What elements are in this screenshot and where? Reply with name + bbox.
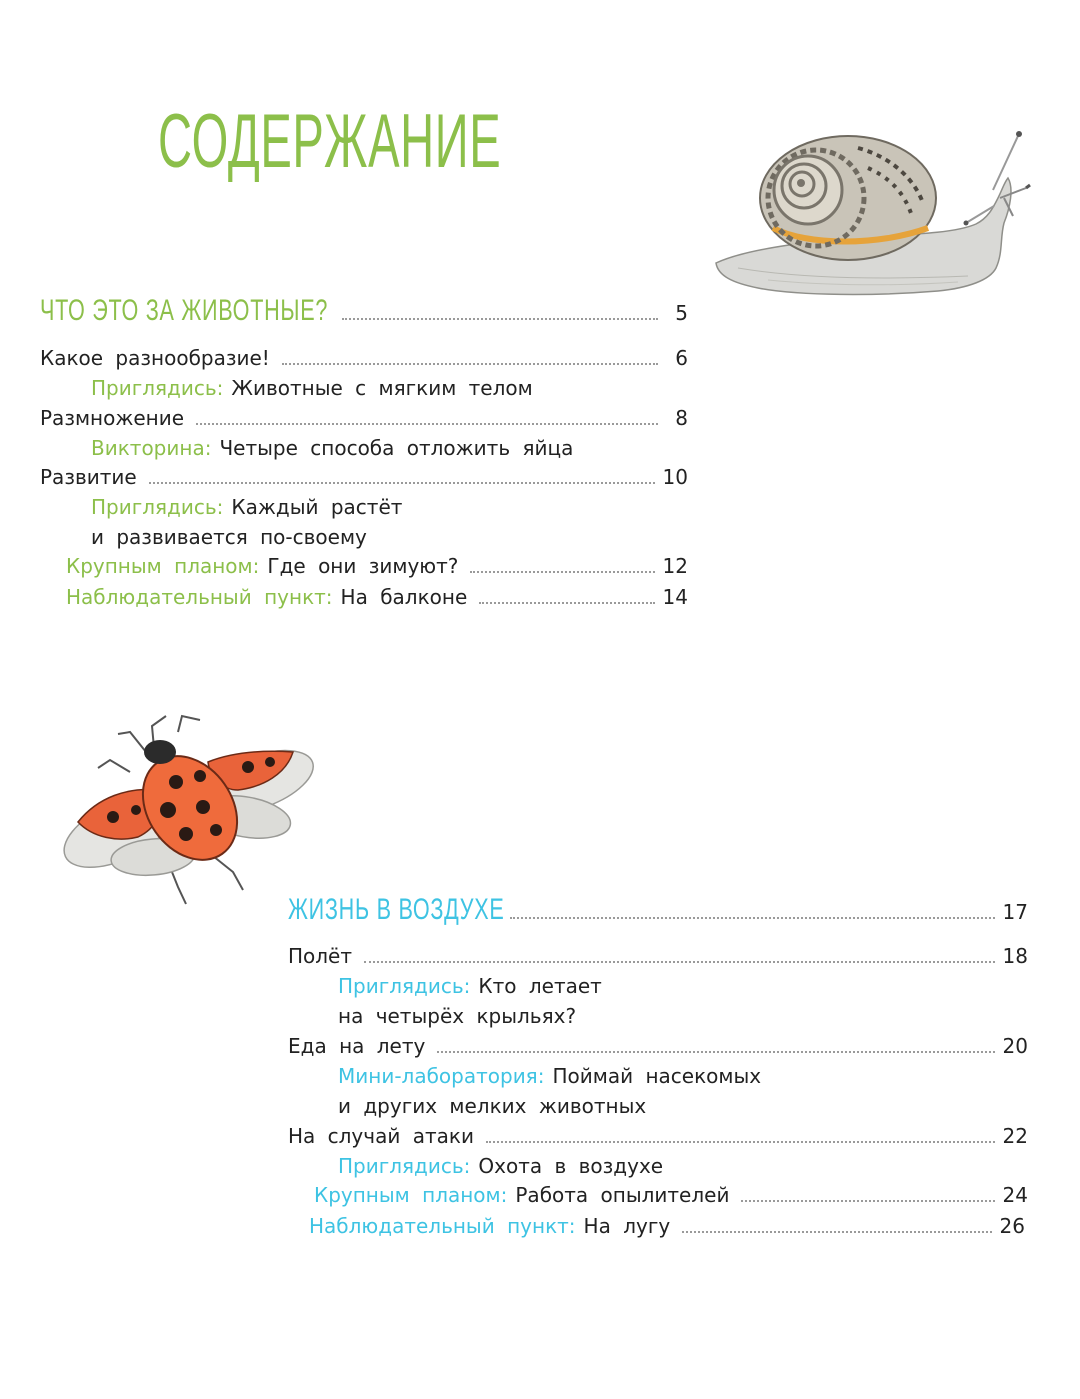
page-number: 12	[662, 554, 688, 578]
entry-label: Наблюдательный пункт:	[309, 1214, 576, 1238]
entry-title: Размножение	[40, 406, 185, 430]
entry-label: Приглядись:	[91, 495, 224, 519]
page-number: 5	[675, 301, 688, 325]
page-number: 18	[1002, 944, 1028, 968]
dot-leader	[682, 1231, 991, 1233]
toc-subentry-continuation	[91, 522, 367, 552]
entry-title: На случай атаки	[288, 1124, 474, 1148]
entry-title: Поймай насекомых	[552, 1064, 762, 1088]
entry-title: Развитие	[40, 465, 137, 489]
toc-entry[interactable]	[288, 941, 1028, 971]
toc-entry[interactable]	[40, 343, 688, 373]
toc-entry[interactable]	[66, 551, 688, 581]
entry-title: На балконе	[340, 585, 468, 609]
page-number: 8	[675, 406, 688, 430]
dot-leader	[342, 318, 658, 320]
page-number: 24	[1002, 1183, 1028, 1207]
entry-title: Полёт	[288, 944, 353, 968]
entry-title: Четыре способа отложить яйца	[219, 436, 574, 460]
section-heading[interactable]	[40, 296, 688, 326]
toc-subentry[interactable]	[91, 433, 573, 463]
firebug-illustration	[58, 712, 318, 912]
entry-label: Приглядись:	[91, 376, 224, 400]
page-title: СОДЕРЖАНИЕ	[158, 99, 502, 184]
section-heading-text: ЖИЗНЬ В ВОЗДУХЕ	[288, 893, 505, 926]
entry-title: Кто летает	[478, 974, 602, 998]
entry-title-line2: на четырёх крыльях?	[338, 1004, 577, 1028]
section-heading[interactable]	[288, 895, 1028, 925]
dot-leader	[741, 1200, 994, 1202]
toc-entry[interactable]	[288, 1031, 1028, 1061]
toc-subentry-continuation	[338, 1091, 646, 1121]
entry-title-line2: и развивается по-своему	[91, 525, 367, 549]
page-number: 20	[1002, 1034, 1028, 1058]
dot-leader	[437, 1051, 994, 1053]
entry-title-line2: и других мелких животных	[338, 1094, 647, 1118]
dot-leader	[470, 571, 654, 573]
toc-subentry[interactable]	[338, 1151, 663, 1181]
entry-title: Работа опылителей	[515, 1183, 730, 1207]
toc-subentry[interactable]	[338, 1061, 761, 1091]
toc-entry[interactable]	[40, 403, 688, 433]
entry-label: Приглядись:	[338, 974, 471, 998]
entry-title: Охота в воздухе	[478, 1154, 664, 1178]
page-number: 10	[662, 465, 688, 489]
entry-label: Викторина:	[91, 436, 212, 460]
toc-entry[interactable]	[288, 1121, 1028, 1151]
dot-leader	[510, 917, 995, 919]
dot-leader	[196, 423, 658, 425]
dot-leader	[486, 1141, 995, 1143]
entry-label: Наблюдательный пункт:	[66, 585, 333, 609]
toc-entry[interactable]	[66, 582, 688, 612]
dot-leader	[149, 482, 655, 484]
snail-illustration	[708, 128, 1038, 308]
dot-leader	[479, 602, 654, 604]
dot-leader	[282, 363, 658, 365]
page-number: 22	[1002, 1124, 1028, 1148]
entry-label: Крупным планом:	[66, 554, 260, 578]
page-number: 6	[675, 346, 688, 370]
entry-title: Какое разнообразие!	[40, 346, 270, 370]
entry-title: Где они зимуют?	[267, 554, 459, 578]
toc-subentry[interactable]	[91, 492, 402, 522]
toc-entry[interactable]	[314, 1180, 1028, 1210]
entry-label: Крупным планом:	[314, 1183, 508, 1207]
toc-subentry-continuation	[338, 1001, 576, 1031]
entry-title: Еда на лету	[288, 1034, 426, 1058]
toc-subentry[interactable]	[338, 971, 602, 1001]
toc-entry[interactable]	[309, 1211, 1025, 1241]
section-heading-text: ЧТО ЭТО ЗА ЖИВОТНЫЕ?	[40, 294, 329, 327]
dot-leader	[364, 961, 995, 963]
entry-title: На лугу	[583, 1214, 671, 1238]
entry-label: Мини-лаборатория:	[338, 1064, 545, 1088]
page-number: 26	[999, 1214, 1025, 1238]
toc-entry[interactable]	[40, 462, 688, 492]
entry-title: Каждый растёт	[231, 495, 403, 519]
entry-label: Приглядись:	[338, 1154, 471, 1178]
page-number: 17	[1002, 900, 1028, 924]
page-number: 14	[662, 585, 688, 609]
toc-subentry[interactable]	[91, 373, 533, 403]
entry-title: Животные с мягким телом	[231, 376, 533, 400]
